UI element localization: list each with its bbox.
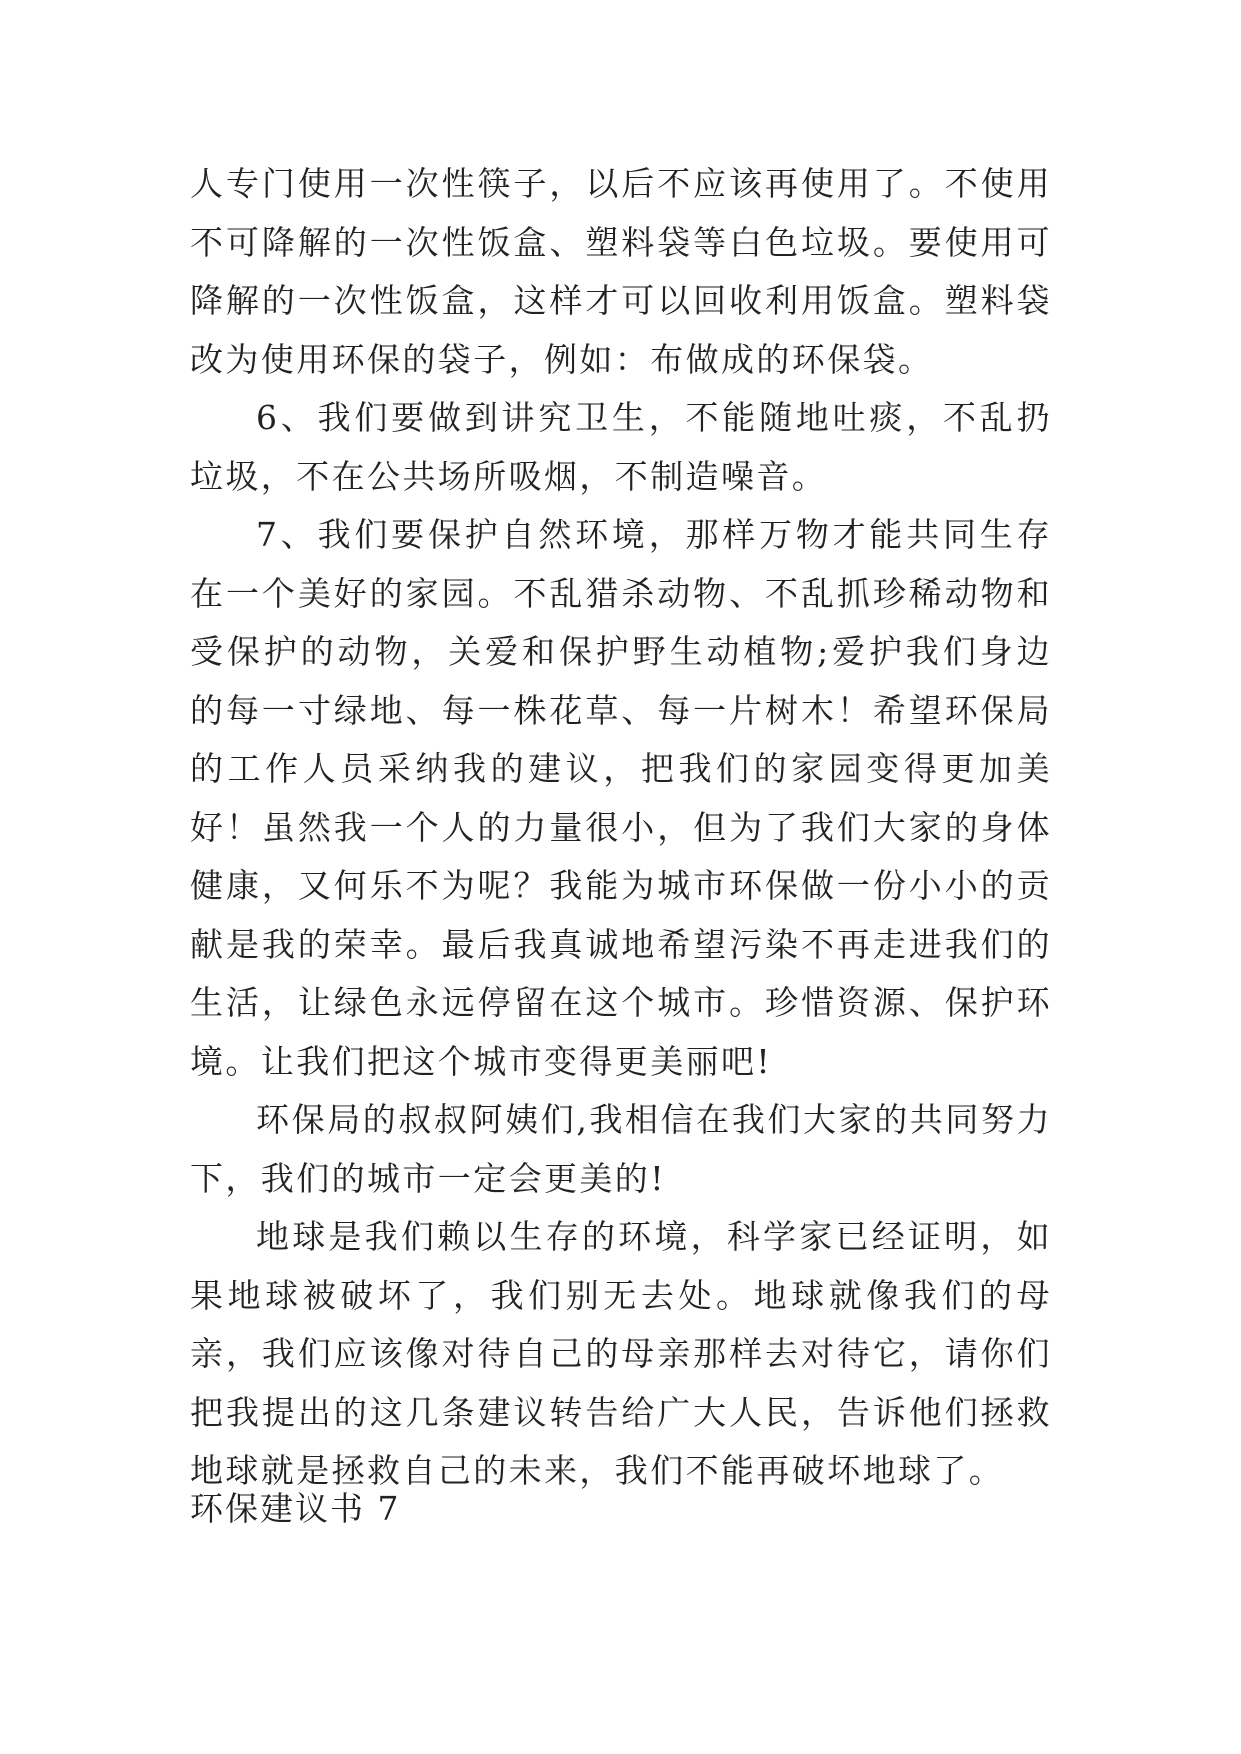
section-title: 环保建议书 7 bbox=[190, 1489, 401, 1528]
document-body bbox=[190, 155, 1052, 1501]
paragraph-continuation: 人专门使用一次性筷子，以后不应该再使用了。不使用不可降解的一次性饭盒、塑料袋等白色垃圾。要使用可降解的一次性饭盒，这样才可以回收利用饭盒。塑料袋改为使用环保的袋子，例如：布做成的环保袋。 bbox=[190, 164, 1052, 379]
paragraph-item-6: 6、我们要做到讲究卫生，不能随地吐痰，不乱扔垃圾，不在公共场所吸烟，不制造噪音。 bbox=[190, 398, 1052, 496]
paragraph-appeal: 环保局的叔叔阿姨们,我相信在我们大家的共同努力下，我们的城市一定会更美的! bbox=[190, 1100, 1052, 1198]
paragraph-conclusion: 地球是我们赖以生存的环境，科学家已经证明，如果地球被破坏了，我们别无去处。地球就像我们的母亲，我们应该像对待自己的母亲那样去对待它，请你们把我提出的这几条建议转告给广大人民，告诉他们拯救地球就是拯救自己的未来，我们不能再破坏地球了。 bbox=[190, 1217, 1052, 1490]
paragraph-item-7: 7、我们要保护自然环境，那样万物才能共同生存在一个美好的家园。不乱猎杀动物、不乱抓珍稀动物和受保护的动物，关爱和保护野生动植物;爱护我们身边的每一寸绿地、每一株花草、每一片树木！希望环保局的工作人员采纳我的建议，把我们的家园变得更加美好！虽然我一个人的力量很小，但为了我们大家的身体健康，又何乐不为呢？我能为城市环保做一份小小的贡献是我的荣幸。最后我真诚地希望污染不再走进我们的生活，让绿色永远停留在这个城市。珍惜资源、保护环境。让我们把这个城市变得更美丽吧! bbox=[190, 515, 1052, 1081]
